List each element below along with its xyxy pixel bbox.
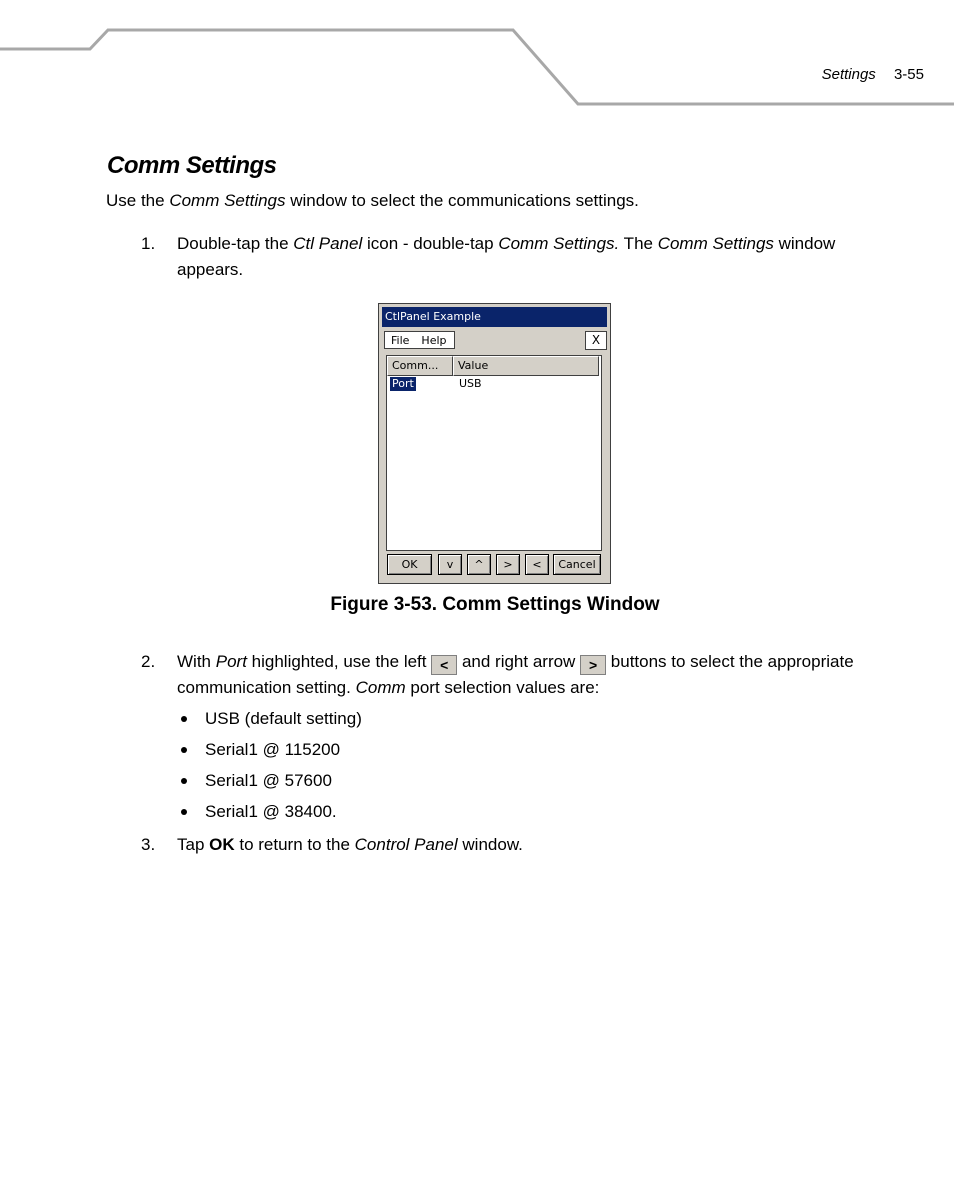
bullet-icon: [181, 747, 187, 753]
column-header-comm[interactable]: Comm...: [387, 356, 453, 376]
step-2: [141, 649, 901, 701]
cancel-button[interactable]: Cancel: [553, 554, 601, 575]
list-item-name: Port: [392, 377, 414, 390]
left-arrow-icon: <: [431, 655, 457, 675]
up-button[interactable]: ^: [467, 554, 491, 575]
column-header-value[interactable]: Value: [453, 356, 599, 376]
right-button[interactable]: >: [496, 554, 520, 575]
figure-caption: Figure 3-53. Comm Settings Window: [330, 594, 660, 615]
ok-button[interactable]: OK: [387, 554, 432, 575]
step-number: 3.: [141, 835, 156, 854]
step-3: [141, 832, 901, 858]
list-header: [387, 356, 601, 376]
header-rule: [0, 0, 954, 110]
intro-paragraph: Use the Comm Settings window to select the communications settings.: [106, 191, 639, 210]
list-item: Serial1 @ 115200: [177, 737, 362, 768]
bullet-icon: [181, 778, 187, 784]
comm-settings-window: [378, 303, 611, 584]
step-number: 1.: [141, 234, 156, 253]
left-button[interactable]: <: [525, 554, 549, 575]
settings-list[interactable]: [386, 355, 602, 551]
close-button[interactable]: X: [585, 331, 607, 350]
button-bar: [384, 554, 604, 576]
right-arrow-icon: >: [580, 655, 606, 675]
running-head-section: Settings: [821, 66, 876, 83]
down-button[interactable]: v: [438, 554, 462, 575]
running-head: [822, 66, 924, 83]
page-number: 3-55: [893, 66, 924, 83]
step-text: Double-tap the Ctl Panel icon - double-tap Comm Settings. The Comm Settings window appears.: [177, 234, 836, 279]
list-item: Serial1 @ 38400.: [177, 799, 362, 830]
list-item-value: USB: [459, 377, 482, 390]
menu-bar: [384, 331, 455, 349]
step-text: With Port highlighted, use the left < and right arrow > buttons to select the appropriate communication setting. Comm port selection values are:: [177, 652, 854, 697]
list-item[interactable]: [387, 376, 601, 392]
bullet-icon: [181, 716, 187, 722]
bullet-icon: [181, 809, 187, 815]
list-item: Serial1 @ 57600: [177, 768, 362, 799]
menu-help[interactable]: Help: [421, 333, 447, 347]
window-title: CtlPanel Example: [382, 307, 607, 327]
menu-file[interactable]: File: [391, 333, 410, 347]
section-title: Comm Settings: [107, 152, 277, 179]
step-text: Tap OK to return to the Control Panel window.: [177, 835, 523, 854]
port-values-list: [177, 706, 362, 830]
step-1: [141, 231, 901, 283]
step-number: 2.: [141, 652, 156, 671]
list-item: USB (default setting): [177, 706, 362, 737]
